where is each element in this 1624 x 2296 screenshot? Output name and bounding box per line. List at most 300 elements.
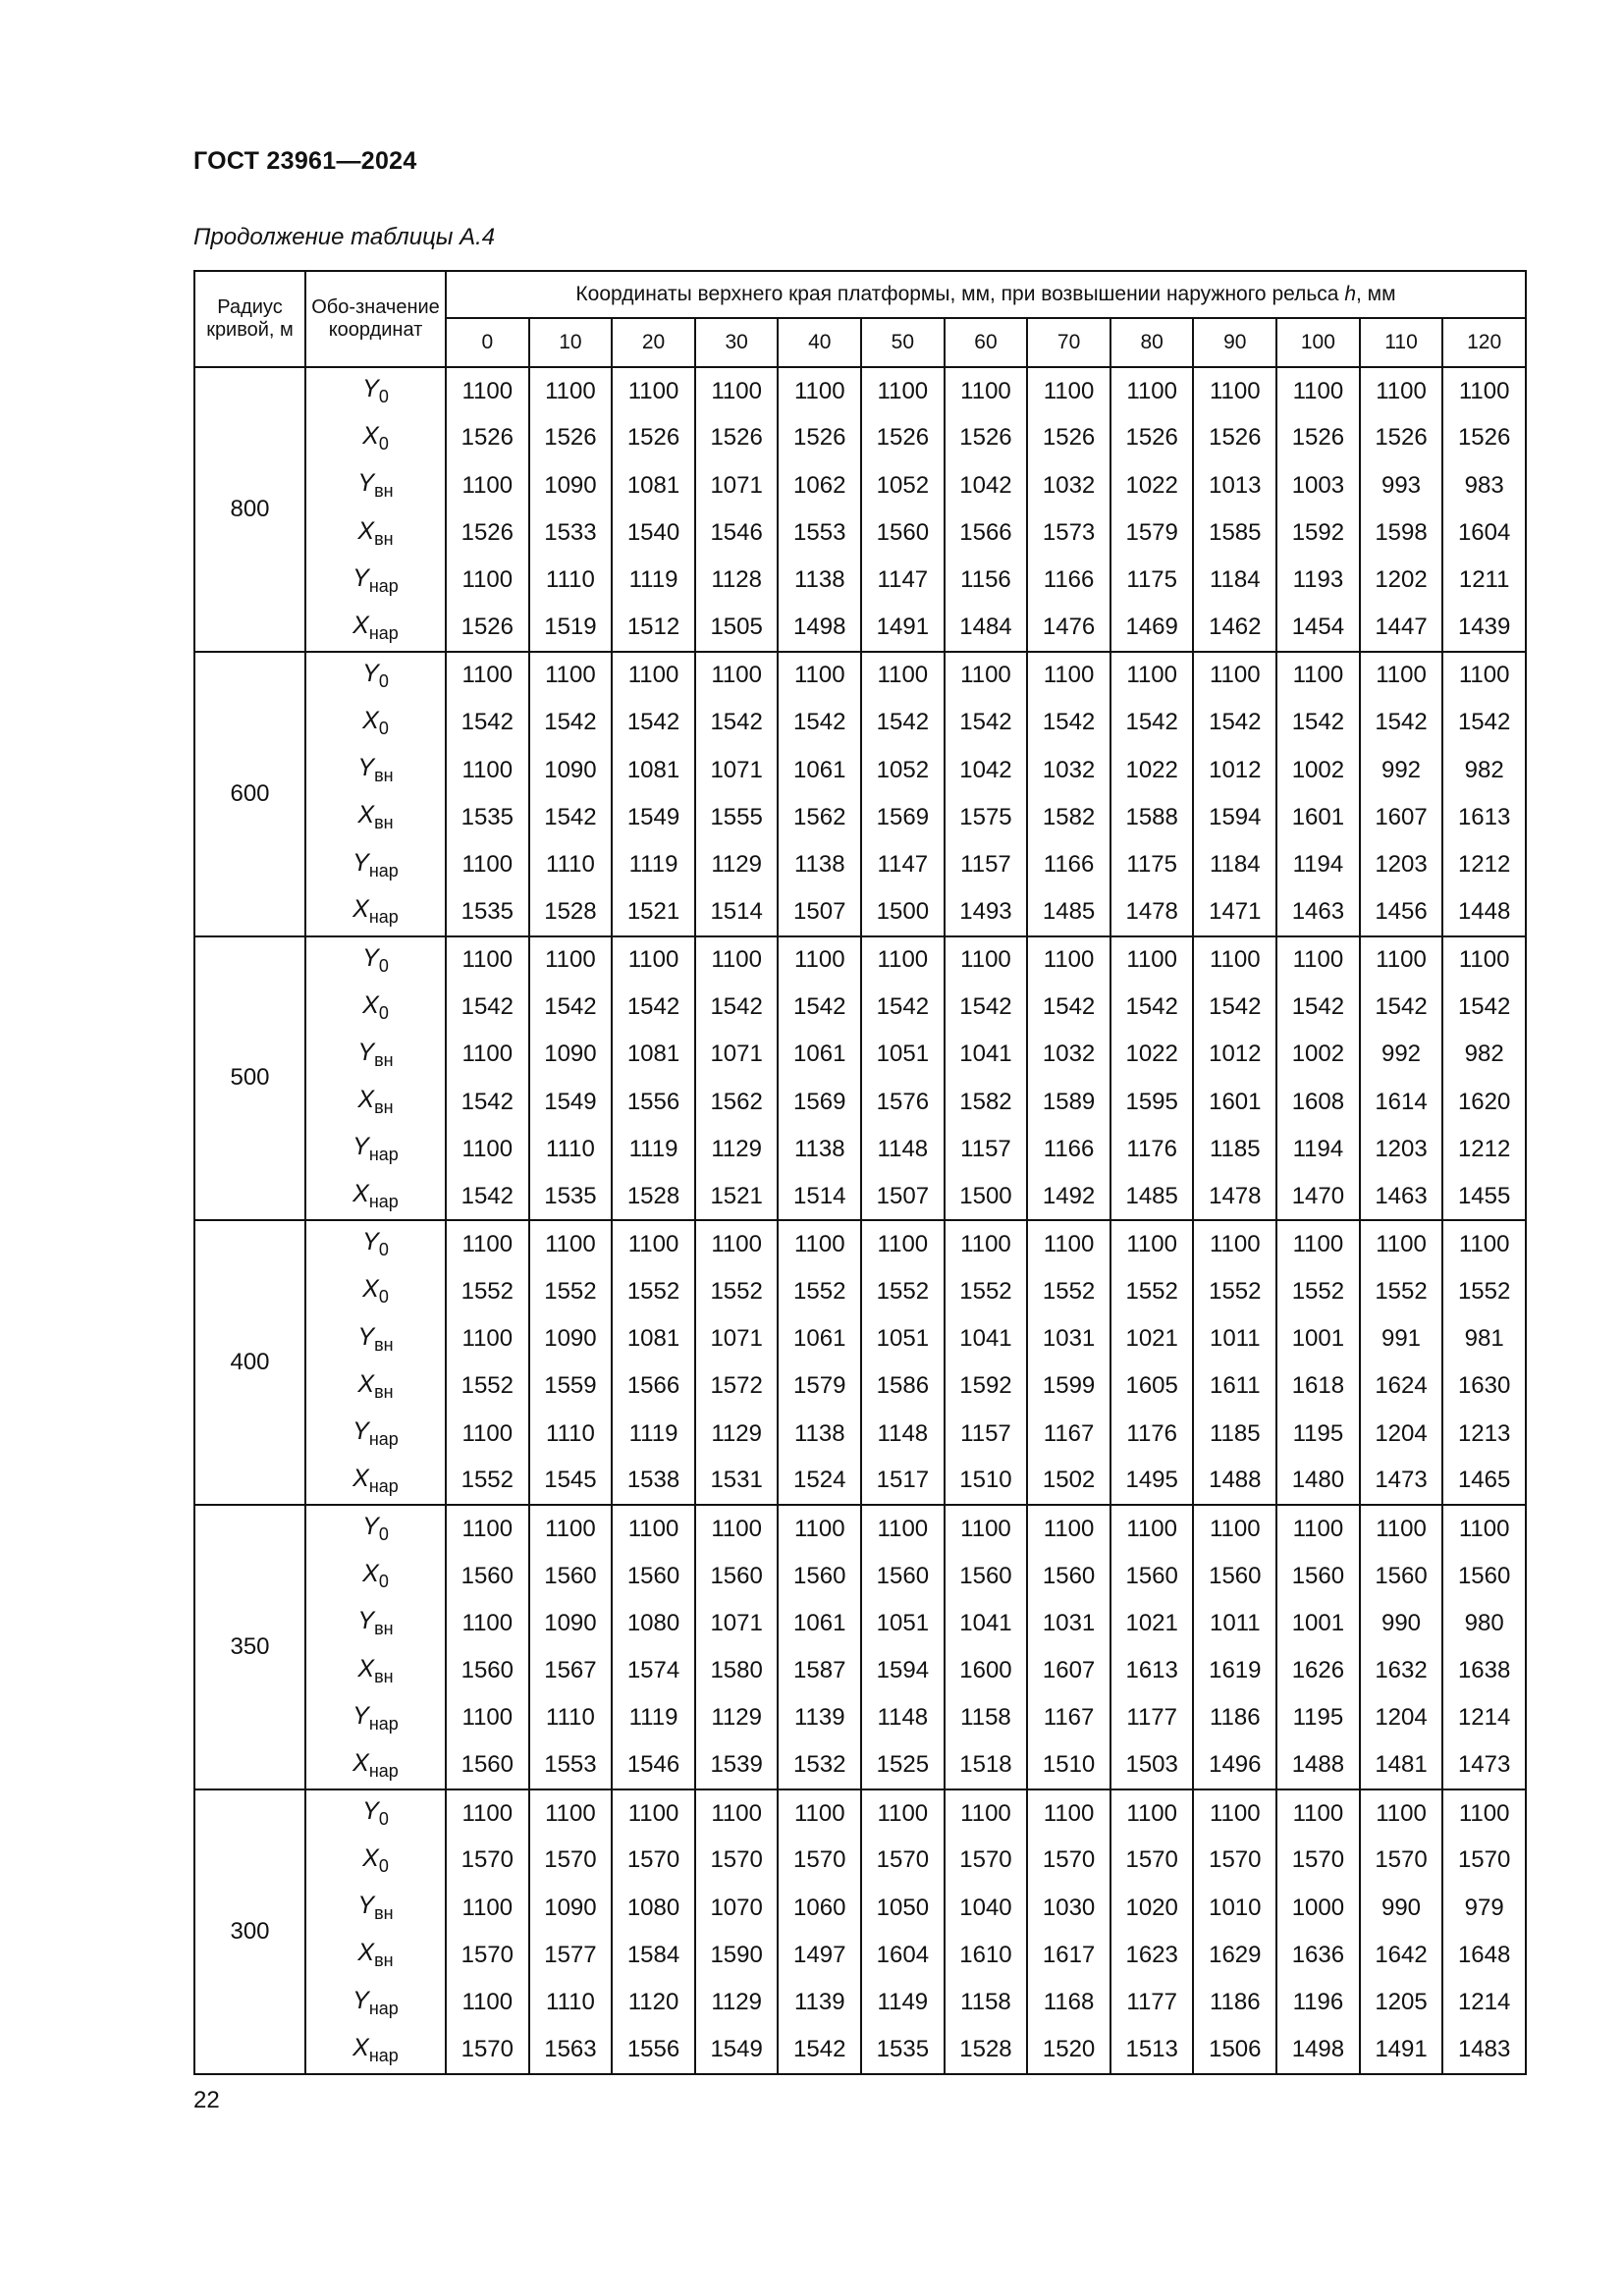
- coordinate-subscript: вн: [374, 1903, 394, 1924]
- value-cell: 1505: [695, 604, 779, 651]
- value-cell: 1556: [612, 1078, 695, 1125]
- value-cell: 1100: [612, 1505, 695, 1552]
- value-cell: 1473: [1360, 1458, 1443, 1505]
- value-cell: 1100: [695, 936, 779, 984]
- coordinate-label: [305, 936, 446, 984]
- coordinate-symbol: Y: [357, 469, 375, 498]
- value-cell: 1503: [1110, 1742, 1194, 1789]
- value-cell: 1100: [1193, 367, 1276, 414]
- value-cell: 1542: [446, 1173, 529, 1220]
- value-cell: 1456: [1360, 888, 1443, 935]
- coordinate-label: [305, 557, 446, 604]
- value-cell: 1598: [1360, 509, 1443, 557]
- value-cell: 1158: [945, 1694, 1028, 1741]
- value-cell: 1100: [1442, 367, 1526, 414]
- coordinate-subscript: нар: [368, 575, 399, 596]
- header-h-value: 40: [778, 318, 861, 367]
- value-cell: 1110: [529, 841, 613, 888]
- value-cell: 1100: [446, 1220, 529, 1267]
- value-cell: 983: [1442, 462, 1526, 509]
- coordinate-subscript: 0: [378, 1855, 389, 1876]
- coordinate-label: [305, 1268, 446, 1315]
- value-cell: 1100: [612, 1220, 695, 1267]
- value-cell: 1129: [695, 1979, 779, 2026]
- table-caption: Продолжение таблицы А.4: [193, 224, 496, 250]
- value-cell: 1623: [1110, 1932, 1194, 1979]
- value-cell: 1071: [695, 746, 779, 793]
- value-cell: 1549: [695, 2026, 779, 2073]
- value-cell: 1552: [945, 1268, 1028, 1315]
- value-cell: 1100: [446, 936, 529, 984]
- value-cell: 1624: [1360, 1362, 1443, 1410]
- value-cell: 1542: [1442, 984, 1526, 1031]
- value-cell: 1542: [1027, 984, 1110, 1031]
- value-cell: 1642: [1360, 1932, 1443, 1979]
- value-cell: 1100: [529, 367, 613, 414]
- value-cell: 1202: [1360, 557, 1443, 604]
- value-cell: 1588: [1110, 794, 1194, 841]
- value-cell: 1100: [1442, 1220, 1526, 1267]
- coordinate-subscript: вн: [374, 1950, 394, 1971]
- coordinate-subscript: нар: [368, 907, 399, 928]
- value-cell: 1100: [778, 1505, 861, 1552]
- value-cell: 1570: [1276, 1837, 1360, 1884]
- coordinate-symbol: Y: [362, 943, 379, 972]
- value-cell: 1575: [945, 794, 1028, 841]
- value-cell: 1100: [945, 1505, 1028, 1552]
- coordinate-symbol: Y: [362, 1228, 379, 1256]
- value-cell: 1090: [529, 1885, 613, 1932]
- table-row: [194, 699, 1526, 746]
- value-cell: 1542: [1027, 699, 1110, 746]
- value-cell: 1071: [695, 462, 779, 509]
- value-cell: 1502: [1027, 1458, 1110, 1505]
- page-number: 22: [193, 2087, 220, 2113]
- value-cell: 1542: [695, 984, 779, 1031]
- value-cell: 1618: [1276, 1362, 1360, 1410]
- value-cell: 1051: [861, 1031, 945, 1078]
- value-cell: 1204: [1360, 1694, 1443, 1741]
- value-cell: 1514: [695, 888, 779, 935]
- value-cell: 1514: [778, 1173, 861, 1220]
- value-cell: 1526: [695, 414, 779, 461]
- coordinate-label: [305, 462, 446, 509]
- value-cell: 1620: [1442, 1078, 1526, 1125]
- value-cell: 1570: [1110, 1837, 1194, 1884]
- table-row: [194, 1694, 1526, 1741]
- value-cell: 1157: [945, 1126, 1028, 1173]
- coordinate-label: [305, 1885, 446, 1932]
- coordinate-symbol: X: [362, 706, 379, 734]
- header-h-value: 50: [861, 318, 945, 367]
- table-row: [194, 1979, 1526, 2026]
- value-cell: 1148: [861, 1126, 945, 1173]
- table-row: [194, 1411, 1526, 1458]
- table-row: [194, 509, 1526, 557]
- value-cell: 1498: [778, 604, 861, 651]
- header-h-value: 70: [1027, 318, 1110, 367]
- value-cell: 1032: [1027, 462, 1110, 509]
- value-cell: 1071: [695, 1031, 779, 1078]
- coordinate-subscript: нар: [368, 1475, 399, 1496]
- value-cell: 1193: [1276, 557, 1360, 604]
- coordinate-symbol: X: [357, 1939, 375, 1967]
- value-cell: 1100: [1193, 1220, 1276, 1267]
- value-cell: 1570: [446, 1837, 529, 1884]
- value-cell: 1462: [1193, 604, 1276, 651]
- value-cell: 1041: [945, 1031, 1028, 1078]
- value-cell: 1533: [529, 509, 613, 557]
- value-cell: 1061: [778, 1315, 861, 1362]
- value-cell: 1560: [1442, 1552, 1526, 1599]
- coordinate-symbol: Y: [357, 1322, 375, 1351]
- value-cell: 1081: [612, 462, 695, 509]
- value-cell: 1560: [861, 1552, 945, 1599]
- value-cell: 1552: [612, 1268, 695, 1315]
- value-cell: 1080: [612, 1885, 695, 1932]
- value-cell: 1129: [695, 841, 779, 888]
- value-cell: 1166: [1027, 841, 1110, 888]
- value-cell: 1021: [1110, 1315, 1194, 1362]
- coordinate-symbol: Y: [362, 375, 379, 403]
- value-cell: 1100: [446, 652, 529, 699]
- value-cell: 1100: [446, 746, 529, 793]
- value-cell: 1484: [945, 604, 1028, 651]
- table-row: [194, 462, 1526, 509]
- value-cell: 1560: [446, 1552, 529, 1599]
- value-cell: 1526: [1027, 414, 1110, 461]
- value-cell: 1560: [1027, 1552, 1110, 1599]
- value-cell: 1594: [861, 1647, 945, 1694]
- value-cell: 1636: [1276, 1932, 1360, 1979]
- value-cell: 1003: [1276, 462, 1360, 509]
- value-cell: 1584: [612, 1932, 695, 1979]
- coordinate-symbol: X: [352, 611, 369, 639]
- value-cell: 1526: [1360, 414, 1443, 461]
- value-cell: 1110: [529, 1126, 613, 1173]
- table-row: [194, 367, 1526, 414]
- value-cell: 1648: [1442, 1932, 1526, 1979]
- document-header: ГОСТ 23961—2024: [193, 147, 417, 175]
- coordinate-label: [305, 1694, 446, 1741]
- value-cell: 1570: [695, 1837, 779, 1884]
- radius-cell: 600: [194, 652, 305, 936]
- value-cell: 1567: [529, 1647, 613, 1694]
- coordinate-label: [305, 1837, 446, 1884]
- value-cell: 1100: [612, 1789, 695, 1837]
- value-cell: 1100: [1360, 652, 1443, 699]
- value-cell: 1100: [1193, 652, 1276, 699]
- value-cell: 1524: [778, 1458, 861, 1505]
- value-cell: 1559: [529, 1362, 613, 1410]
- value-cell: 1002: [1276, 1031, 1360, 1078]
- value-cell: 1570: [1193, 1837, 1276, 1884]
- value-cell: 1560: [695, 1552, 779, 1599]
- table-row: [194, 414, 1526, 461]
- value-cell: 1629: [1193, 1932, 1276, 1979]
- value-cell: 1090: [529, 1031, 613, 1078]
- value-cell: 1100: [1442, 1789, 1526, 1837]
- value-cell: 980: [1442, 1600, 1526, 1647]
- coordinate-label: [305, 414, 446, 461]
- value-cell: 1100: [1110, 652, 1194, 699]
- value-cell: 1560: [1193, 1552, 1276, 1599]
- value-cell: 1542: [612, 984, 695, 1031]
- value-cell: 1542: [1276, 984, 1360, 1031]
- value-cell: 1481: [1360, 1742, 1443, 1789]
- value-cell: 1542: [945, 984, 1028, 1031]
- table-header: [194, 271, 1526, 367]
- table-row: [194, 841, 1526, 888]
- coordinate-label: [305, 2026, 446, 2073]
- value-cell: 1052: [861, 462, 945, 509]
- table-row: [194, 746, 1526, 793]
- value-cell: 1500: [861, 888, 945, 935]
- value-cell: 1595: [1110, 1078, 1194, 1125]
- value-cell: 1100: [695, 1789, 779, 1837]
- value-cell: 1579: [778, 1362, 861, 1410]
- coordinate-label: [305, 699, 446, 746]
- value-cell: 1594: [1193, 794, 1276, 841]
- value-cell: 1455: [1442, 1173, 1526, 1220]
- value-cell: 1470: [1276, 1173, 1360, 1220]
- value-cell: 1570: [446, 1932, 529, 1979]
- coordinate-subscript: вн: [374, 481, 394, 502]
- value-cell: 1463: [1360, 1173, 1443, 1220]
- value-cell: 1542: [1442, 699, 1526, 746]
- value-cell: 1100: [446, 841, 529, 888]
- value-cell: 1562: [695, 1078, 779, 1125]
- value-cell: 1100: [446, 1885, 529, 1932]
- value-cell: 1213: [1442, 1411, 1526, 1458]
- value-cell: 1100: [1276, 936, 1360, 984]
- header-h-value: 100: [1276, 318, 1360, 367]
- value-cell: 1100: [612, 367, 695, 414]
- value-cell: 1630: [1442, 1362, 1526, 1410]
- coordinate-label: [305, 1932, 446, 1979]
- value-cell: 1031: [1027, 1600, 1110, 1647]
- value-cell: 1552: [1360, 1268, 1443, 1315]
- table-row: [194, 1932, 1526, 1979]
- value-cell: 1535: [446, 888, 529, 935]
- value-cell: 1531: [695, 1458, 779, 1505]
- value-cell: 1542: [1360, 699, 1443, 746]
- value-cell: 1532: [778, 1742, 861, 1789]
- value-cell: 1110: [529, 557, 613, 604]
- table-row: [194, 888, 1526, 935]
- value-cell: 1563: [529, 2026, 613, 2073]
- value-cell: 1604: [1442, 509, 1526, 557]
- value-cell: 1572: [695, 1362, 779, 1410]
- value-cell: 1100: [446, 1789, 529, 1837]
- value-cell: 1560: [1276, 1552, 1360, 1599]
- value-cell: 1185: [1193, 1126, 1276, 1173]
- coordinate-subscript: нар: [368, 1998, 399, 2018]
- value-cell: 1100: [529, 652, 613, 699]
- value-cell: 1517: [861, 1458, 945, 1505]
- value-cell: 1042: [945, 462, 1028, 509]
- value-cell: 1167: [1027, 1411, 1110, 1458]
- value-cell: 1090: [529, 462, 613, 509]
- value-cell: 992: [1360, 746, 1443, 793]
- value-cell: 1570: [861, 1837, 945, 1884]
- value-cell: 1542: [446, 1078, 529, 1125]
- value-cell: 1542: [529, 699, 613, 746]
- value-cell: 1562: [778, 794, 861, 841]
- value-cell: 979: [1442, 1885, 1526, 1932]
- value-cell: 1100: [1360, 1505, 1443, 1552]
- value-cell: 1000: [1276, 1885, 1360, 1932]
- value-cell: 1186: [1193, 1979, 1276, 2026]
- value-cell: 1100: [612, 936, 695, 984]
- table-row: [194, 2026, 1526, 2073]
- value-cell: 1585: [1193, 509, 1276, 557]
- value-cell: 1526: [1110, 414, 1194, 461]
- coordinate-symbol: Y: [352, 563, 369, 592]
- value-cell: 992: [1360, 1031, 1443, 1078]
- value-cell: 1528: [529, 888, 613, 935]
- table-row: [194, 984, 1526, 1031]
- value-cell: 1582: [1027, 794, 1110, 841]
- value-cell: 1158: [945, 1979, 1028, 2026]
- header-group-var: h: [1344, 283, 1357, 305]
- coordinate-label: [305, 509, 446, 557]
- value-cell: 1022: [1110, 1031, 1194, 1078]
- value-cell: 1194: [1276, 1126, 1360, 1173]
- value-cell: 1552: [778, 1268, 861, 1315]
- coordinate-subscript: 0: [378, 1524, 389, 1545]
- value-cell: 1600: [945, 1647, 1028, 1694]
- value-cell: 1100: [945, 1789, 1028, 1837]
- value-cell: 1552: [529, 1268, 613, 1315]
- value-cell: 1100: [446, 1694, 529, 1741]
- value-cell: 1542: [529, 984, 613, 1031]
- coordinate-symbol: X: [352, 895, 369, 924]
- value-cell: 1454: [1276, 604, 1360, 651]
- value-cell: 1166: [1027, 557, 1110, 604]
- value-cell: 1081: [612, 1031, 695, 1078]
- value-cell: 1041: [945, 1600, 1028, 1647]
- value-cell: 1177: [1110, 1694, 1194, 1741]
- coordinate-subscript: нар: [368, 1192, 399, 1212]
- value-cell: 990: [1360, 1600, 1443, 1647]
- table-row: [194, 1647, 1526, 1694]
- value-cell: 1546: [695, 509, 779, 557]
- coordinate-subscript: 0: [378, 955, 389, 976]
- value-cell: 1570: [945, 1837, 1028, 1884]
- value-cell: 1560: [945, 1552, 1028, 1599]
- value-cell: 1194: [1276, 841, 1360, 888]
- value-cell: 1560: [529, 1552, 613, 1599]
- value-cell: 1100: [1276, 1220, 1360, 1267]
- coordinate-symbol: Y: [352, 1133, 369, 1161]
- value-cell: 1100: [778, 367, 861, 414]
- value-cell: 1166: [1027, 1126, 1110, 1173]
- value-cell: 1526: [446, 509, 529, 557]
- value-cell: 1100: [1276, 367, 1360, 414]
- value-cell: 1100: [945, 1220, 1028, 1267]
- coordinate-symbol: X: [357, 801, 375, 829]
- value-cell: 1157: [945, 1411, 1028, 1458]
- value-cell: 1032: [1027, 1031, 1110, 1078]
- coordinate-symbol: X: [362, 1560, 379, 1588]
- value-cell: 1535: [529, 1173, 613, 1220]
- value-cell: 1100: [1193, 1505, 1276, 1552]
- header-h-value: 20: [612, 318, 695, 367]
- value-cell: 1138: [778, 1411, 861, 1458]
- value-cell: 1148: [861, 1694, 945, 1741]
- value-cell: 1542: [446, 984, 529, 1031]
- value-cell: 1100: [695, 1220, 779, 1267]
- value-cell: 1526: [778, 414, 861, 461]
- value-cell: 1570: [446, 2026, 529, 2073]
- value-cell: 1560: [446, 1647, 529, 1694]
- value-cell: 1100: [861, 1505, 945, 1552]
- coordinate-subscript: 0: [378, 1572, 389, 1592]
- value-cell: 1539: [695, 1742, 779, 1789]
- table-row: [194, 652, 1526, 699]
- value-cell: 1148: [861, 1411, 945, 1458]
- value-cell: 1545: [529, 1458, 613, 1505]
- coordinate-label: [305, 1078, 446, 1125]
- coordinate-label: [305, 1458, 446, 1505]
- value-cell: 1080: [612, 1600, 695, 1647]
- value-cell: 1577: [529, 1932, 613, 1979]
- coordinates-table: [193, 270, 1527, 2075]
- value-cell: 1491: [1360, 2026, 1443, 2073]
- value-cell: 1497: [778, 1932, 861, 1979]
- header-group-unit: , мм: [1356, 283, 1396, 305]
- value-cell: 1471: [1193, 888, 1276, 935]
- value-cell: 1175: [1110, 841, 1194, 888]
- value-cell: 1100: [612, 652, 695, 699]
- value-cell: 1552: [695, 1268, 779, 1315]
- coordinate-label: [305, 794, 446, 841]
- value-cell: 1447: [1360, 604, 1443, 651]
- value-cell: 1203: [1360, 1126, 1443, 1173]
- value-cell: 1540: [612, 509, 695, 557]
- value-cell: 1013: [1193, 462, 1276, 509]
- coordinate-subscript: нар: [368, 1429, 399, 1450]
- value-cell: 1010: [1193, 1885, 1276, 1932]
- value-cell: 1147: [861, 841, 945, 888]
- coordinate-symbol: X: [362, 1843, 379, 1872]
- value-cell: 1542: [861, 699, 945, 746]
- value-cell: 1480: [1276, 1458, 1360, 1505]
- coordinate-symbol: X: [357, 516, 375, 545]
- value-cell: 1542: [945, 699, 1028, 746]
- table-row: [194, 1742, 1526, 1789]
- value-cell: 1542: [1276, 699, 1360, 746]
- value-cell: 1119: [612, 1411, 695, 1458]
- table-row: [194, 1268, 1526, 1315]
- coordinate-label: [305, 1552, 446, 1599]
- value-cell: 1560: [612, 1552, 695, 1599]
- value-cell: 1638: [1442, 1647, 1526, 1694]
- value-cell: 1513: [1110, 2026, 1194, 2073]
- value-cell: 1100: [1360, 936, 1443, 984]
- value-cell: 1012: [1193, 746, 1276, 793]
- coordinate-subscript: вн: [374, 1666, 394, 1686]
- value-cell: 1488: [1193, 1458, 1276, 1505]
- value-cell: 1061: [778, 746, 861, 793]
- value-cell: 1128: [695, 557, 779, 604]
- value-cell: 1100: [1442, 1505, 1526, 1552]
- coordinate-label: [305, 1126, 446, 1173]
- value-cell: 1129: [695, 1126, 779, 1173]
- coordinate-subscript: нар: [368, 1760, 399, 1781]
- value-cell: 1570: [612, 1837, 695, 1884]
